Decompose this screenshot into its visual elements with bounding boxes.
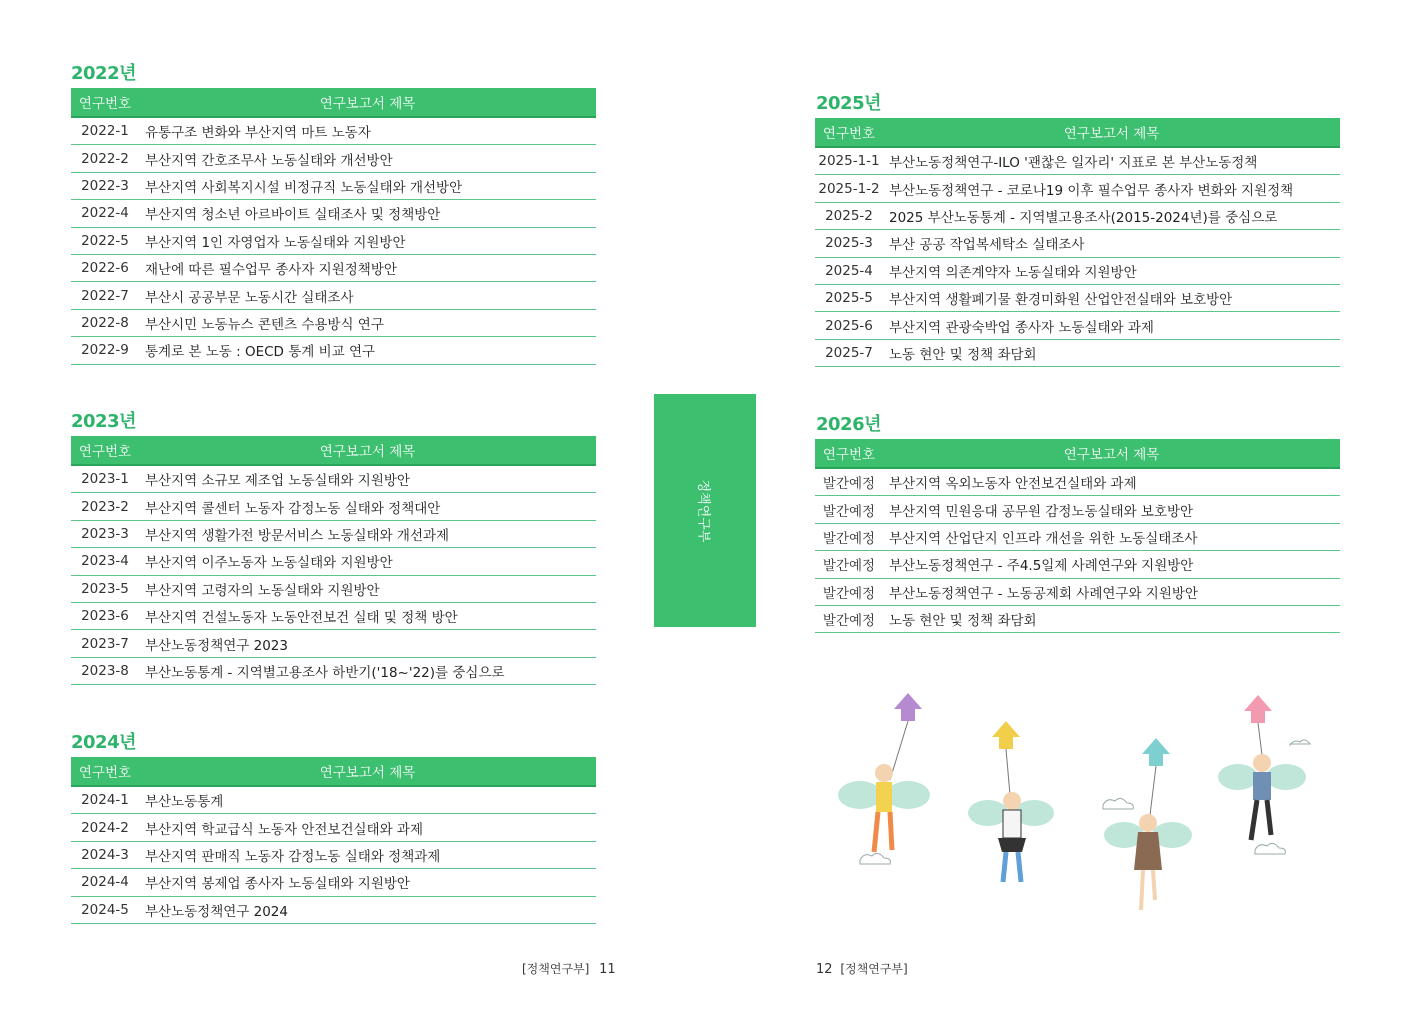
- column-header-number: 연구번호: [815, 118, 883, 147]
- table-row: [815, 523, 1340, 550]
- year-heading-2025: 2025년: [816, 93, 881, 114]
- section-side-tab: [654, 394, 756, 627]
- report-title: 부산노동정책연구-ILO '괜찮은 일자리' 지표로 본 부산노동정책: [883, 147, 1340, 175]
- report-number: 2023-4: [71, 548, 139, 575]
- report-number: 2025-7: [815, 339, 883, 366]
- table-row: [71, 869, 596, 896]
- year-heading-2026: 2026년: [816, 414, 881, 435]
- report-number: 2024-5: [71, 896, 139, 923]
- report-number: 2025-1-2: [815, 175, 883, 202]
- table-row: [71, 841, 596, 868]
- report-table-2025: [815, 118, 1340, 367]
- report-number: 2022-9: [71, 337, 139, 364]
- report-number: 발간예정: [815, 468, 883, 496]
- table-row: [815, 339, 1340, 366]
- year-heading-2022: 2022년: [71, 63, 136, 84]
- column-header-number: 연구번호: [71, 757, 139, 786]
- table-row: [71, 493, 596, 520]
- report-title: 부산노동통계 - 지역별고용조사 하반기('18~'22)를 중심으로: [139, 657, 596, 684]
- report-title: 부산지역 고령자의 노동실태와 지원방안: [139, 575, 596, 602]
- page-footer-right: [816, 960, 908, 977]
- report-title: 부산지역 간호조무사 노동실태와 개선방안: [139, 145, 596, 172]
- figure-4: [1218, 695, 1306, 840]
- report-number: 2023-1: [71, 465, 139, 493]
- report-number: 2025-1-1: [815, 147, 883, 175]
- report-number: 2025-3: [815, 230, 883, 257]
- report-title: 재난에 따른 필수업무 종사자 지원정책방안: [139, 254, 596, 281]
- report-number: 2022-3: [71, 172, 139, 199]
- report-number: 2024-1: [71, 786, 139, 814]
- page-footer-left: [522, 960, 616, 977]
- report-table-2023: [71, 436, 596, 685]
- balloon-arrow-icon: [1142, 738, 1170, 766]
- table-row: [71, 145, 596, 172]
- column-header-title: 연구보고서 제목: [883, 118, 1340, 147]
- figure-2: [968, 721, 1054, 882]
- report-number: 발간예정: [815, 605, 883, 632]
- table-row: [815, 257, 1340, 284]
- table-row: [71, 172, 596, 199]
- table-row: [71, 786, 596, 814]
- report-number: 2025-5: [815, 284, 883, 311]
- report-title: 부산지역 산업단지 인프라 개선을 위한 노동실태조사: [883, 523, 1340, 550]
- report-title: 부산시 공공부문 노동시간 실태조사: [139, 282, 596, 309]
- table-row: [71, 657, 596, 684]
- report-title: 부산시민 노동뉴스 콘텐츠 수용방식 연구: [139, 309, 596, 336]
- table-row: [815, 312, 1340, 339]
- table-row: [71, 896, 596, 923]
- report-number: 2023-2: [71, 493, 139, 520]
- table-row: [815, 578, 1340, 605]
- balloon-people-illustration: [820, 685, 1350, 920]
- report-number: 2023-3: [71, 520, 139, 547]
- report-number: 2023-8: [71, 657, 139, 684]
- footer-section-label: [정책연구부]: [522, 962, 590, 976]
- cloud-icons: [860, 740, 1310, 864]
- year-heading-2024: 2024년: [71, 732, 136, 753]
- year-heading-2023: 2023년: [71, 411, 136, 432]
- report-title: 부산지역 생활폐기물 환경미화원 산업안전실태와 보호방안: [883, 284, 1340, 311]
- report-number: 발간예정: [815, 551, 883, 578]
- table-row: [71, 227, 596, 254]
- table-row: [815, 496, 1340, 523]
- report-number: 2022-2: [71, 145, 139, 172]
- table-row: [815, 284, 1340, 311]
- report-table-2026: [815, 439, 1340, 633]
- column-header-number: 연구번호: [71, 436, 139, 465]
- table-row: [815, 605, 1340, 632]
- report-title: 부산노동통계: [139, 786, 596, 814]
- table-row: [71, 465, 596, 493]
- table-row: [815, 230, 1340, 257]
- table-row: [71, 282, 596, 309]
- table-row: [815, 202, 1340, 229]
- report-title: 부산지역 의존계약자 노동실태와 지원방안: [883, 257, 1340, 284]
- report-title: 부산지역 생활가전 방문서비스 노동실태와 개선과제: [139, 520, 596, 547]
- column-header-title: 연구보고서 제목: [139, 88, 596, 117]
- report-title: 2025 부산노동통계 - 지역별고용조사(2015-2024년)를 중심으로: [883, 202, 1340, 229]
- report-title: 부산지역 관광숙박업 종사자 노동실태와 과제: [883, 312, 1340, 339]
- table-row: [71, 814, 596, 841]
- report-number: 2022-5: [71, 227, 139, 254]
- table-row: [71, 117, 596, 145]
- report-title: 부산지역 민원응대 공무원 감정노동실태와 보호방안: [883, 496, 1340, 523]
- report-number: 발간예정: [815, 523, 883, 550]
- report-number: 2024-4: [71, 869, 139, 896]
- report-table-2024: [71, 757, 596, 924]
- report-title: 부산지역 1인 자영업자 노동실태와 지원방안: [139, 227, 596, 254]
- table-row: [71, 602, 596, 629]
- report-title: 부산지역 옥외노동자 안전보건실태와 과제: [883, 468, 1340, 496]
- report-title: 부산노동정책연구 - 코로나19 이후 필수업무 종사자 변화와 지원정책: [883, 175, 1340, 202]
- report-number: 2024-3: [71, 841, 139, 868]
- report-number: 2022-4: [71, 200, 139, 227]
- report-title: 부산지역 학교급식 노동자 안전보건실태와 과제: [139, 814, 596, 841]
- report-title: 부산지역 콜센터 노동자 감정노동 실태와 정책대안: [139, 493, 596, 520]
- report-number: 2022-7: [71, 282, 139, 309]
- report-title: 부산지역 건설노동자 노동안전보건 실태 및 정책 방안: [139, 602, 596, 629]
- report-number: 2024-2: [71, 814, 139, 841]
- report-title: 부산지역 이주노동자 노동실태와 지원방안: [139, 548, 596, 575]
- report-number: 2022-8: [71, 309, 139, 336]
- report-title: 부산지역 청소년 아르바이트 실태조사 및 정책방안: [139, 200, 596, 227]
- report-title: 부산지역 사회복지시설 비정규직 노동실태와 개선방안: [139, 172, 596, 199]
- report-title: 부산노동정책연구 2023: [139, 630, 596, 657]
- figure-1: [838, 693, 930, 852]
- column-header-title: 연구보고서 제목: [139, 436, 596, 465]
- report-number: 2025-4: [815, 257, 883, 284]
- report-title: 노동 현안 및 정책 좌담회: [883, 339, 1340, 366]
- report-title: 부산지역 봉제업 종사자 노동실태와 지원방안: [139, 869, 596, 896]
- report-table-2022: [71, 88, 596, 365]
- table-row: [71, 337, 596, 364]
- table-row: [71, 200, 596, 227]
- table-row: [71, 548, 596, 575]
- column-header-title: 연구보고서 제목: [139, 757, 596, 786]
- table-row: [815, 468, 1340, 496]
- report-number: 2022-6: [71, 254, 139, 281]
- report-title: 부산 공공 작업복세탁소 실태조사: [883, 230, 1340, 257]
- report-number: 발간예정: [815, 496, 883, 523]
- report-title: 부산노동정책연구 - 주4.5일제 사례연구와 지원방안: [883, 551, 1340, 578]
- figure-3: [1104, 738, 1192, 910]
- balloon-arrow-icon: [1244, 695, 1272, 723]
- side-tab-label: 정책연구부: [695, 479, 711, 542]
- report-number: 발간예정: [815, 578, 883, 605]
- report-number: 2023-5: [71, 575, 139, 602]
- report-title: 통계로 본 노동 : OECD 통계 비교 연구: [139, 337, 596, 364]
- page-number: 11: [599, 962, 616, 977]
- report-number: 2022-1: [71, 117, 139, 145]
- table-row: [815, 175, 1340, 202]
- table-row: [71, 575, 596, 602]
- report-number: 2023-6: [71, 602, 139, 629]
- report-number: 2023-7: [71, 630, 139, 657]
- report-title: 유통구조 변화와 부산지역 마트 노동자: [139, 117, 596, 145]
- report-title: 부산지역 판매직 노동자 감정노동 실태와 정책과제: [139, 841, 596, 868]
- table-row: [71, 520, 596, 547]
- report-title: 부산노동정책연구 - 노동공제회 사례연구와 지원방안: [883, 578, 1340, 605]
- report-title: 부산지역 소규모 제조업 노동실태와 지원방안: [139, 465, 596, 493]
- report-title: 노동 현안 및 정책 좌담회: [883, 605, 1340, 632]
- table-row: [71, 254, 596, 281]
- balloon-arrow-icon: [894, 693, 922, 721]
- column-header-title: 연구보고서 제목: [883, 439, 1340, 468]
- report-number: 2025-6: [815, 312, 883, 339]
- column-header-number: 연구번호: [71, 88, 139, 117]
- report-title: 부산노동정책연구 2024: [139, 896, 596, 923]
- table-row: [71, 309, 596, 336]
- balloon-arrow-icon: [992, 721, 1020, 749]
- table-row: [815, 147, 1340, 175]
- table-row: [71, 630, 596, 657]
- column-header-number: 연구번호: [815, 439, 883, 468]
- page-number: 12: [816, 962, 833, 977]
- footer-section-label: [정책연구부]: [840, 962, 908, 976]
- report-number: 2025-2: [815, 202, 883, 229]
- table-row: [815, 551, 1340, 578]
